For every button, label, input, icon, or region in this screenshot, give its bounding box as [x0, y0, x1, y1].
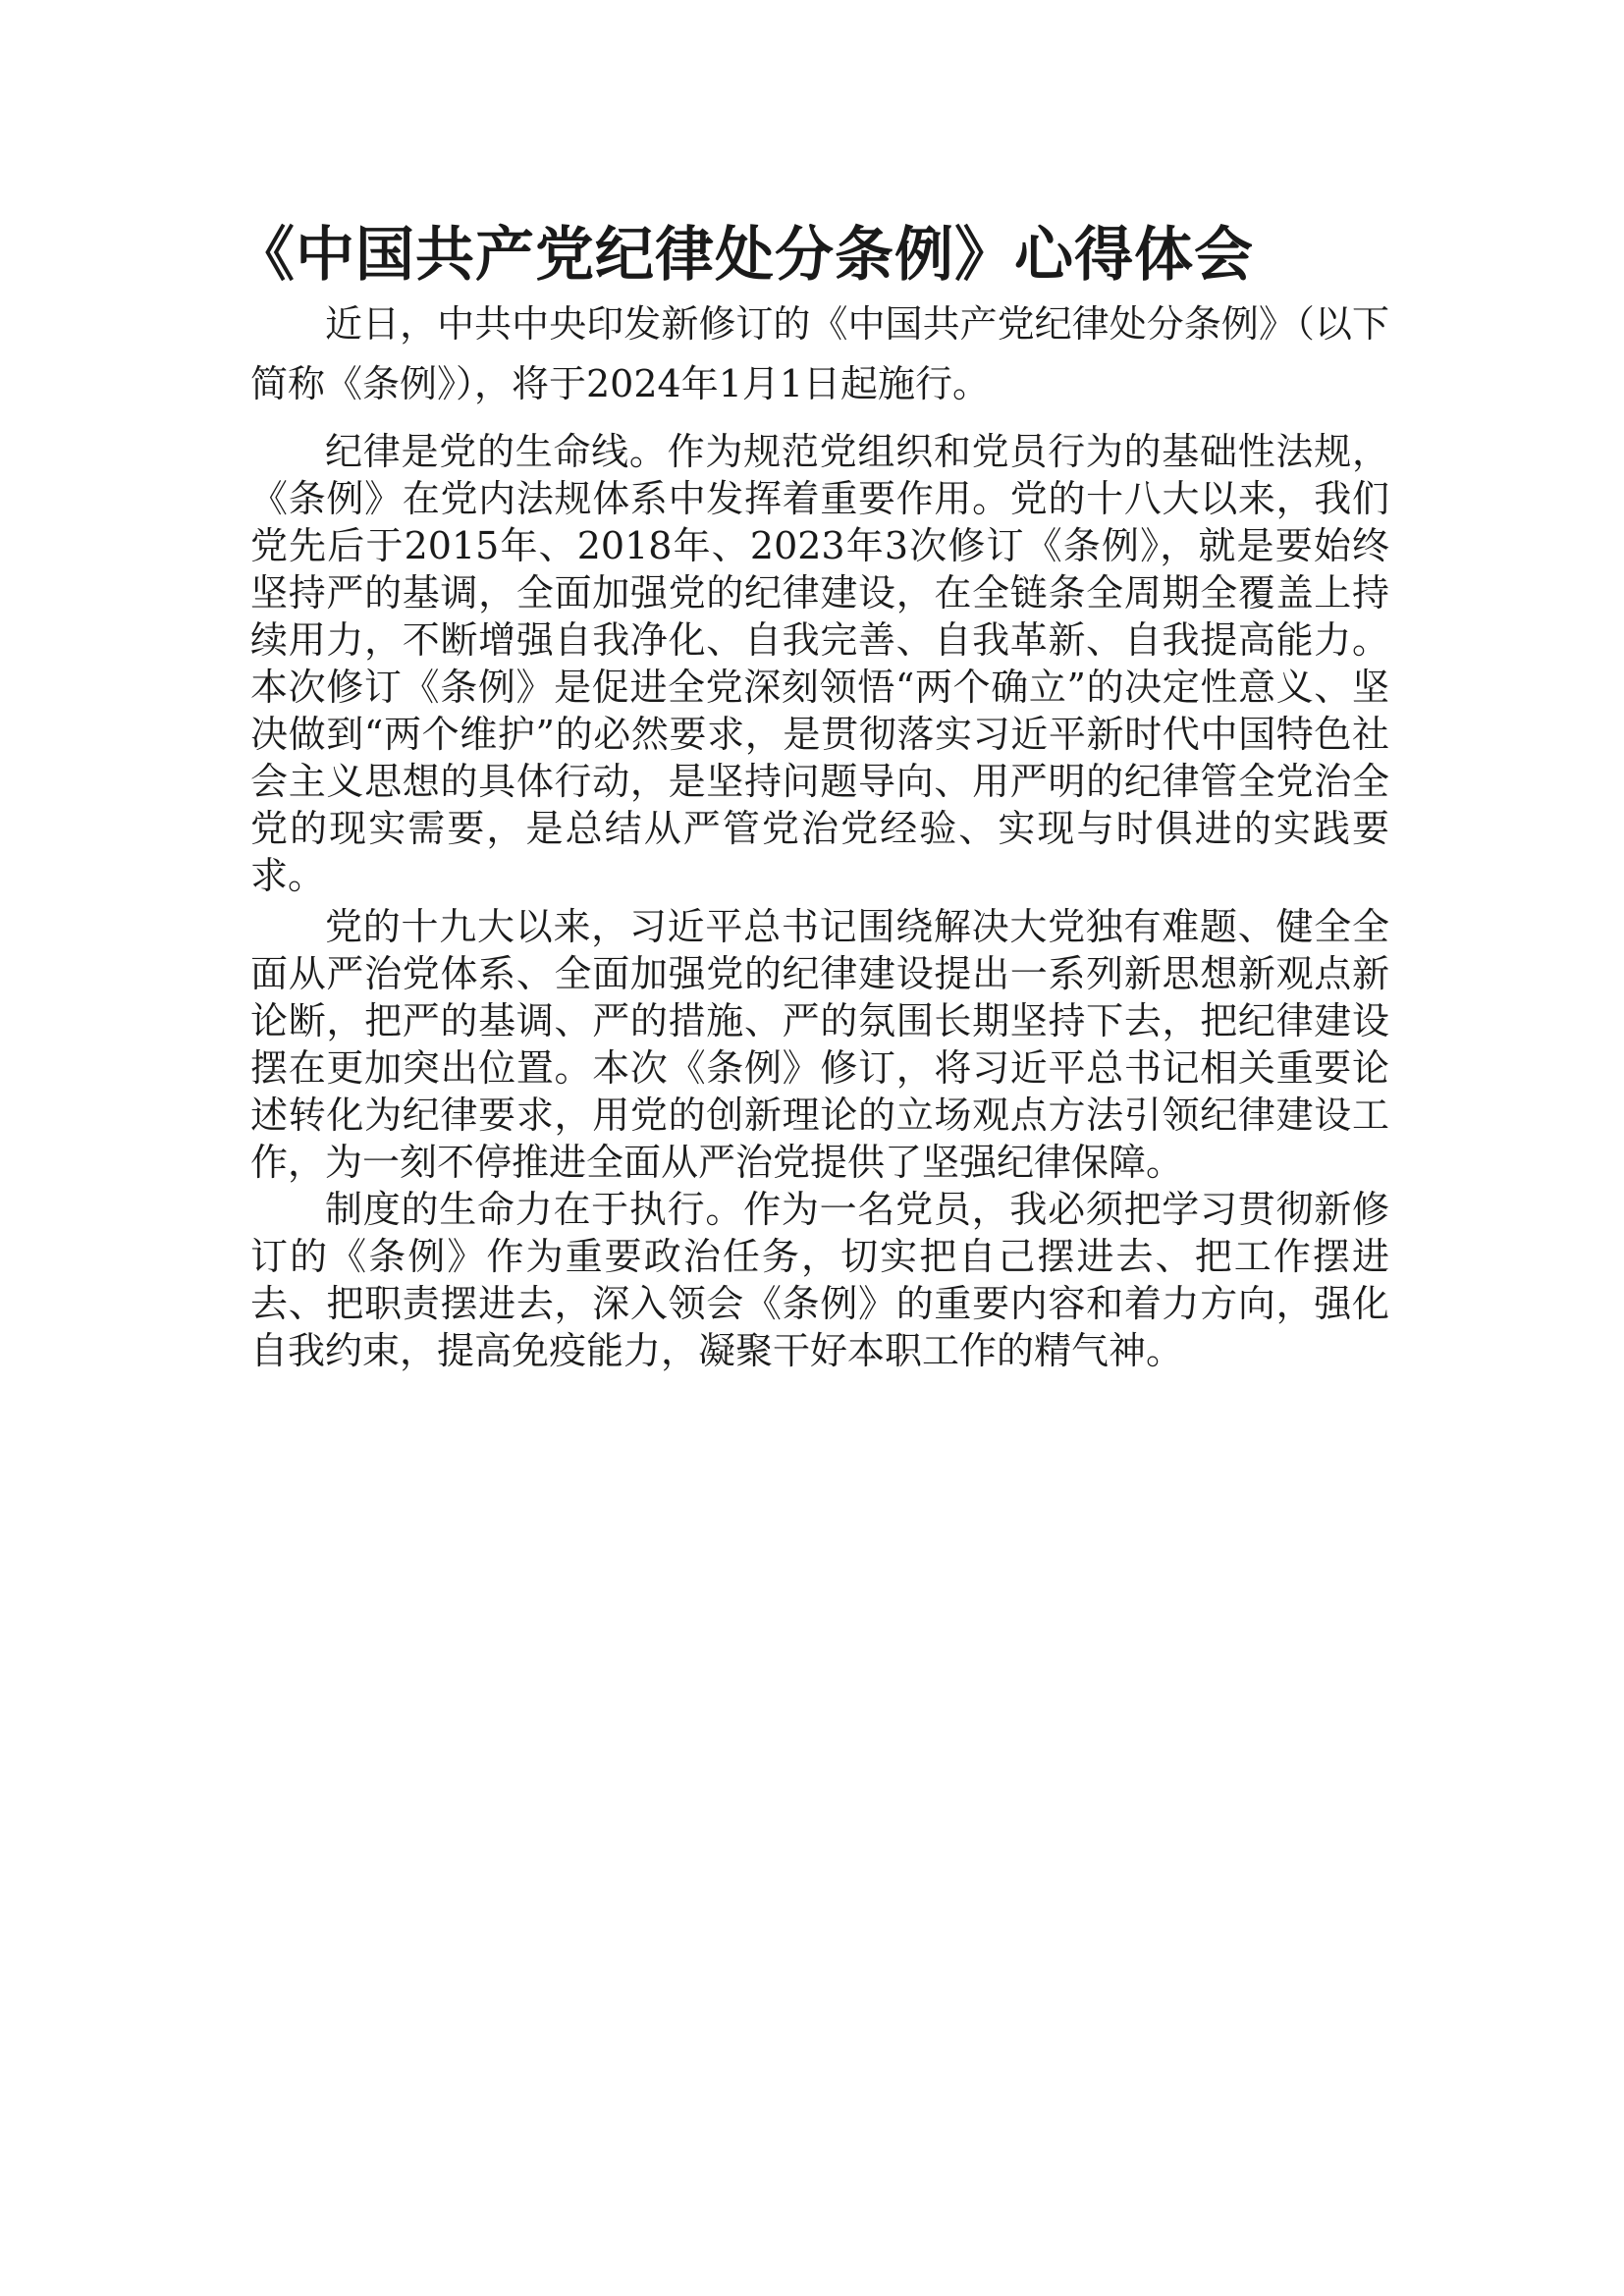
paragraph-3: 党的十九大以来，习近平总书记围绕解决大党独有难题、健全全面从严治党体系、全面加强党的纪律建设提出一系列新思想新观点新论断，把严的基调、严的措施、严的氛围长期坚持下去，把纪律建设摆在更加突出位置。本次《条例》修订，将习近平总书记相关重要论述转化为纪律要求，用党的创新理论的立场观点方法引领纪律建设工作，为一刻不停推进全面从严治党提供了坚强纪律保障。 [250, 905, 1389, 1184]
document-title: 《中国共产党纪律处分条例》心得体会 [236, 221, 1254, 290]
paragraph-1: 近日，中共中央印发新修订的《中国共产党纪律处分条例》（以下简称《条例》），将于2024年1月1日起施行。 [250, 302, 1389, 405]
document-body [250, 294, 1389, 1374]
paragraph-2: 纪律是党的生命线。作为规范党组织和党员行为的基础性法规，《条例》在党内法规体系中发挥着重要作用。党的十八大以来，我们党先后于2015年、2018年、2023年3次修订《条例》，就是要始终坚持严的基调，全面加强党的纪律建设，在全链条全周期全覆盖上持续用力，不断增强自我净化、自我完善、自我革新、自我提高能力。本次修订《条例》是促进全党深刻领悟“两个确立”的决定性意义、坚决做到“两个维护”的必然要求，是贯彻落实习近平新时代中国特色社会主义思想的具体行动，是坚持问题导向、用严明的纪律管全党治全党的现实需要，是总结从严管党治党经验、实现与时俱进的实践要求。 [250, 430, 1389, 897]
paragraph-4: 制度的生命力在于执行。作为一名党员，我必须把学习贯彻新修订的《条例》作为重要政治任务，切实把自己摆进去、把工作摆进去、把职责摆进去，深入领会《条例》的重要内容和着力方向，强化自我约束，提高免疫能力，凝聚干好本职工作的精气神。 [250, 1188, 1389, 1372]
